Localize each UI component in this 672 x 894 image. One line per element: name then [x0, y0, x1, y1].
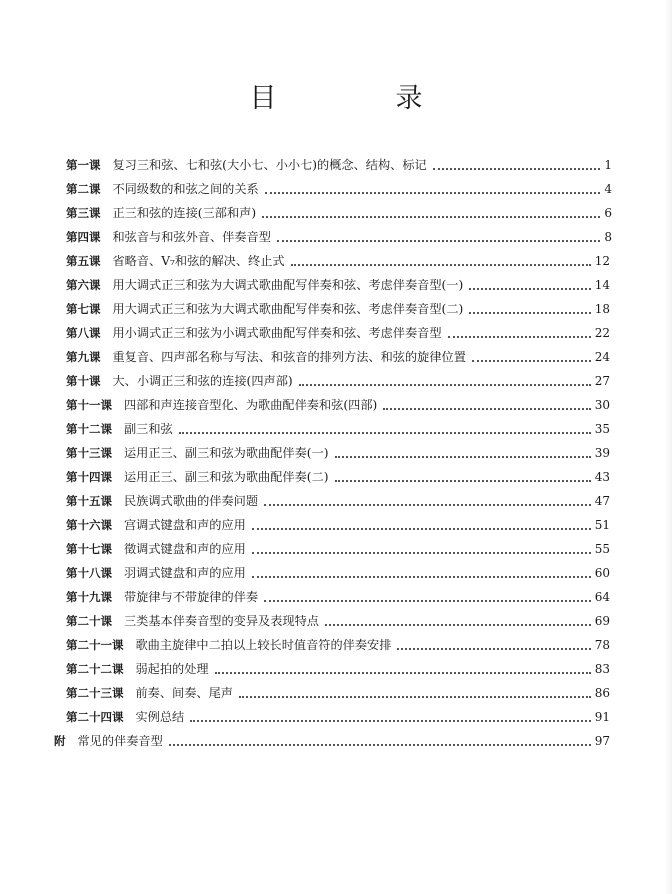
toc-lesson-number: 第十四课: [66, 470, 112, 484]
toc-leader-dots: [397, 647, 590, 650]
toc-lesson-title: 大、小调正三和弦的连接(四声部): [112, 374, 293, 388]
toc-lesson-title: 用大调式正三和弦为大调式歌曲配写伴奏和弦、考虑伴奏音型(一): [112, 278, 464, 292]
toc-lesson-title: 不同级数的和弦之间的关系: [112, 182, 259, 196]
toc-leader-dots: [264, 599, 591, 602]
toc-leader-dots: [239, 695, 591, 698]
toc-page-number: 86: [594, 686, 610, 700]
toc-entry[interactable]: [66, 419, 610, 437]
toc-lesson-number: 第二十三课: [66, 686, 124, 700]
toc-lesson-number: 第十课: [66, 374, 101, 388]
toc-page-number: 97: [594, 734, 610, 748]
toc-leader-dots: [264, 503, 591, 506]
toc-entry[interactable]: [66, 347, 610, 365]
toc-lesson-number: 第二十课: [66, 614, 112, 628]
toc-lesson-number: 第四课: [66, 230, 101, 244]
toc-entry[interactable]: [66, 707, 610, 725]
toc-entry[interactable]: [66, 515, 610, 533]
toc-page-number: 4: [604, 182, 612, 196]
page-title: 目 录: [249, 83, 469, 114]
toc-page-number: 1: [604, 158, 612, 172]
toc-lesson-number: 附: [54, 734, 66, 748]
toc-lesson-number: 第二十一课: [66, 638, 124, 652]
toc-lesson-number: 第二十二课: [66, 662, 124, 676]
toc-lesson-title: 运用正三、副三和弦为歌曲配伴奏(二): [124, 470, 329, 484]
toc-entry[interactable]: [66, 203, 612, 221]
toc-lesson-number: 第九课: [66, 350, 101, 364]
toc-page-number: 64: [594, 590, 610, 604]
toc-lesson-number: 第六课: [66, 278, 101, 292]
toc-lesson-title: 民族调式歌曲的伴奏问题: [124, 494, 259, 508]
toc-leader-dots: [469, 311, 590, 314]
toc-lesson-title: 徵调式键盘和声的应用: [124, 542, 246, 556]
toc-lesson-title: 常见的伴奏音型: [77, 734, 163, 748]
toc-lesson-number: 第十二课: [66, 422, 112, 436]
toc-entry[interactable]: [66, 155, 612, 173]
toc-lesson-number: 第二课: [66, 182, 101, 196]
toc-entry[interactable]: [66, 395, 610, 413]
toc-leader-dots: [265, 191, 601, 194]
toc-page-number: 6: [604, 206, 612, 220]
toc-lesson-number: 第十九课: [66, 590, 112, 604]
toc-entry[interactable]: [66, 491, 610, 509]
toc-entry[interactable]: [66, 251, 610, 269]
toc-lesson-title: 前奏、间奏、尾声: [135, 686, 233, 700]
toc-lesson-number: 第一课: [66, 158, 101, 172]
toc-entry[interactable]: [66, 275, 610, 293]
toc-lesson-title: 省略音、V₇和弦的解决、终止式: [112, 254, 285, 268]
page-edge-shadow: [664, 0, 672, 894]
toc-leader-dots: [262, 215, 600, 218]
toc-page-number: 55: [594, 542, 610, 556]
toc-leader-dots: [325, 623, 591, 626]
toc-lesson-number: 第七课: [66, 302, 101, 316]
toc-lesson-title: 运用正三、副三和弦为歌曲配伴奏(一): [124, 446, 329, 460]
toc-lesson-title: 和弦音与和弦外音、伴奏音型: [112, 230, 271, 244]
toc-page-number: 69: [594, 614, 610, 628]
toc-lesson-title: 重复音、四声部名称与写法、和弦音的排列方法、和弦的旋律位置: [112, 350, 466, 364]
toc-leader-dots: [472, 359, 591, 362]
toc-entry[interactable]: [66, 443, 610, 461]
toc-entry[interactable]: [66, 227, 612, 245]
toc-page-number: 27: [594, 374, 610, 388]
toc-lesson-number: 第二十四课: [66, 710, 124, 724]
toc-leader-dots: [469, 287, 590, 290]
toc-page-number: 51: [594, 518, 610, 532]
toc-lesson-number: 第十一课: [66, 398, 112, 412]
toc-lesson-title: 实例总结: [135, 710, 185, 724]
toc-leader-dots: [179, 431, 591, 434]
toc-page-number: 22: [594, 326, 610, 340]
toc-page-number: 47: [594, 494, 610, 508]
toc-entry[interactable]: [66, 563, 610, 581]
toc-entry[interactable]: [66, 371, 610, 389]
toc-page-number: 24: [594, 350, 610, 364]
toc-entry[interactable]: [66, 539, 610, 557]
toc-leader-dots: [215, 671, 591, 674]
toc-leader-dots: [291, 263, 591, 266]
toc-leader-dots: [448, 335, 591, 338]
toc-entry[interactable]: [66, 299, 610, 317]
toc-lesson-number: 第十六课: [66, 518, 112, 532]
toc-lesson-title: 羽调式键盘和声的应用: [124, 566, 246, 580]
toc-leader-dots: [252, 575, 591, 578]
toc-page-number: 12: [594, 254, 610, 268]
toc-entry[interactable]: [54, 731, 610, 749]
toc-page-number: 8: [604, 230, 612, 244]
toc-entry[interactable]: [66, 323, 610, 341]
toc-lesson-number: 第十八课: [66, 566, 112, 580]
toc-leader-dots: [335, 455, 591, 458]
toc-lesson-title: 用大调式正三和弦为大调式歌曲配写伴奏和弦、考虑伴奏音型(二): [112, 302, 464, 316]
toc-page-number: 83: [594, 662, 610, 676]
toc-entry[interactable]: [66, 659, 610, 677]
toc-leader-dots: [383, 407, 590, 410]
toc-lesson-title: 正三和弦的连接(三部和声): [112, 206, 257, 220]
toc-lesson-number: 第十七课: [66, 542, 112, 556]
toc-page-number: 30: [594, 398, 610, 412]
toc-lesson-title: 歌曲主旋律中二拍以上较长时值音符的伴奏安排: [135, 638, 392, 652]
toc-leader-dots: [335, 479, 591, 482]
toc-leader-dots: [169, 743, 591, 746]
toc-page-number: 18: [594, 302, 610, 316]
toc-page-number: 43: [594, 470, 610, 484]
toc-lesson-number: 第十三课: [66, 446, 112, 460]
toc-entry[interactable]: [66, 611, 610, 629]
toc-leader-dots: [252, 527, 591, 530]
toc-lesson-title: 副三和弦: [124, 422, 173, 436]
toc-entry[interactable]: [66, 587, 610, 605]
toc-page-number: 91: [594, 710, 610, 724]
toc-leader-dots: [433, 167, 601, 170]
toc-entry[interactable]: [66, 635, 610, 653]
toc-lesson-title: 四部和声连接音型化、为歌曲配伴奏和弦(四部): [124, 398, 378, 412]
toc-lesson-title: 弱起拍的处理: [135, 662, 209, 676]
toc-page-number: 35: [594, 422, 610, 436]
toc-page-number: 14: [594, 278, 610, 292]
toc-page-number: 39: [594, 446, 610, 460]
toc-lesson-title: 复习三和弦、七和弦(大小七、小小七)的概念、结构、标记: [112, 158, 427, 172]
toc-leader-dots: [252, 551, 591, 554]
toc-lesson-title: 三类基本伴奏音型的变异及表现特点: [124, 614, 319, 628]
toc-lesson-number: 第三课: [66, 206, 101, 220]
toc-lesson-title: 用小调式正三和弦为小调式歌曲配写伴奏和弦、考虑伴奏音型: [112, 326, 442, 340]
toc-entry[interactable]: [66, 179, 612, 197]
toc-entry[interactable]: [66, 683, 610, 701]
toc-lesson-title: 宫调式键盘和声的应用: [124, 518, 246, 532]
toc-page-number: 60: [594, 566, 610, 580]
toc-entry[interactable]: [66, 467, 610, 485]
toc-lesson-number: 第五课: [66, 254, 101, 268]
toc-leader-dots: [277, 239, 600, 242]
toc-lesson-number: 第十五课: [66, 494, 112, 508]
toc-page-number: 78: [594, 638, 610, 652]
toc-leader-dots: [190, 719, 590, 722]
toc-lesson-number: 第八课: [66, 326, 101, 340]
toc-leader-dots: [299, 383, 591, 386]
toc-lesson-title: 带旋律与不带旋律的伴奏: [124, 590, 259, 604]
